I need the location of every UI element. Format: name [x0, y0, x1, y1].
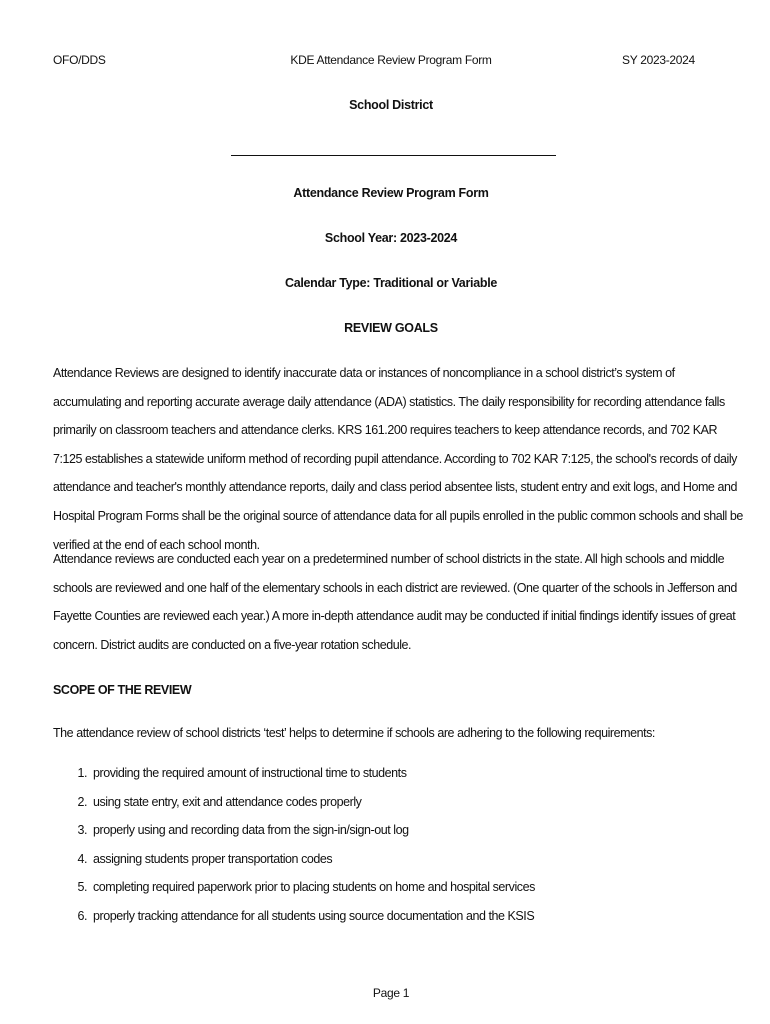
list-item-number: 3. [77, 823, 87, 838]
list-item [53, 795, 535, 824]
list-item-text: assigning students proper transportation codes [93, 851, 333, 866]
list-item-number: 4. [77, 851, 87, 866]
list-item-text: completing required paperwork prior to placing students on home and hospital services [93, 880, 535, 895]
list-item-number: 1. [77, 766, 87, 780]
list-item-text: properly using and recording data from the sign-in/sign-out log [93, 823, 409, 838]
scope-heading: SCOPE OF THE REVIEW [53, 683, 192, 697]
list-item [53, 852, 535, 881]
list-item [53, 909, 535, 938]
district-name-blank-line [231, 155, 556, 156]
review-goals-paragraph-1: Attendance Reviews are designed to identify inaccurate data or instances of noncompliance in a school district’s system of accumulating and reporting accurate average daily attendance (ADA) statistics. The daily responsibility for recording attendance falls primarily on classroom teachers and attendance clerks. KRS 161.200 requires teachers to keep attendance records, and 702 KAR 7:125 establishes a statewide uniform method of recording pupil attendance. According to 702 KAR 7:125, the school's records of daily attendance and teacher's monthly attendance reports, daily and class period absentee lists, student entry and exit logs, and Home and Hospital Program Forms shall be the original source of attendance data for all pupils enrolled in the public common schools and shall be verified at the end of each school month. [53, 366, 743, 552]
list-item [53, 880, 535, 909]
list-item-number: 6. [77, 908, 87, 923]
scope-intro: The attendance review of school districts ‘test’ helps to determine if schools are adhering to the following requirements: [53, 726, 655, 740]
list-item-text: properly tracking attendance for all students using source documentation and the KSIS [93, 908, 535, 923]
review-goals-paragraph-2: Attendance reviews are conducted each year on a predetermined number of school districts in the state. All high schools and middle schools are reviewed and one half of the elementary schools in each district are reviewed. (One quarter of the schools in Jefferson and Fayette Counties are reviewed each year.) A more in-depth attendance audit may be conducted if initial findings identify issues of great concern. District audits are conducted on a five-year rotation schedule. [53, 552, 737, 652]
header-school-year: SY 2023-2024 [622, 53, 695, 67]
list-item-number: 2. [77, 794, 87, 809]
form-title: Attendance Review Program Form [293, 186, 489, 200]
list-item-number: 5. [77, 880, 87, 895]
list-item-text: using state entry, exit and attendance codes properly [93, 794, 362, 809]
header-form-name: KDE Attendance Review Program Form [290, 53, 492, 67]
list-item-text: providing the required amount of instructional time to students [93, 766, 407, 780]
header-office-code: OFO/DDS [53, 53, 106, 67]
review-goals-heading: REVIEW GOALS [344, 321, 438, 335]
school-year-line: School Year: 2023-2024 [324, 231, 458, 245]
page-number: Page 1 [372, 986, 410, 1000]
list-item [53, 766, 535, 795]
requirements-list [53, 766, 535, 938]
list-item [53, 823, 535, 852]
district-label: School District [349, 98, 433, 112]
calendar-type-line: Calendar Type: Traditional or Variable [284, 276, 498, 290]
